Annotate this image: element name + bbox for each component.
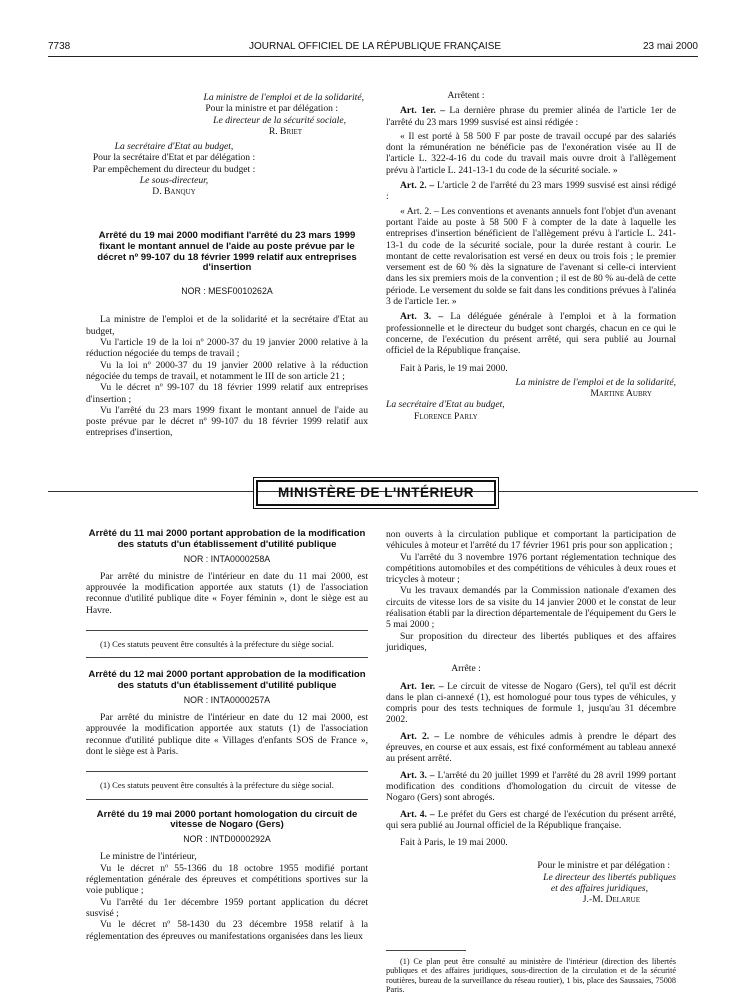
arrete1-title: Arrêté du 19 mai 2000 modifiant l'arrêté du 23 mars 1999 fixant le montant annuel de l'aide au poste prévue par le décret nº 99-107 du 18 février 1999 relatif aux entreprises d'insertion — [97, 230, 357, 274]
footnote-rule — [386, 950, 466, 951]
arrete2-note: (1) Ces statuts peuvent être consultés à la préfecture du siège social. — [100, 639, 334, 650]
arrete4-done: Fait à Paris, le 19 mai 2000. — [400, 837, 508, 849]
arrete4-p4-start: Vu le décret nº 58-1430 du 23 décembre 1958 relatif à la réglementation des épreuves ou manifestations organisées dans les lieux — [86, 919, 368, 942]
arrete4-sig-line1: Pour le ministre et par délégation : — [537, 860, 670, 872]
arrete2-separator — [86, 630, 368, 631]
ministry-heading: MINISTÈRE DE L'INTÉRIEUR — [256, 480, 496, 506]
arrete1-art1-label: Art. 1er. – — [400, 105, 446, 117]
arrete1-arretent: Arrêtent : — [447, 90, 485, 101]
arrete4-art2-label: Art. 2. – — [400, 730, 440, 742]
arrete2-nor: NOR : INTA0000258A — [183, 553, 271, 564]
arrete4-nor: NOR : INTD0000292A — [183, 834, 271, 845]
arrete1-sign2-title: La secrétaire d'Etat au budget, — [386, 399, 505, 411]
arrete4-p7: Sur proposition du directeur des libertés publiques et des affaires juridiques, — [386, 630, 676, 653]
arrete1-p3: Vu la loi nº 2000-37 du 19 janvier 2000 relative à la réduction négociée du temps de travail, et notamment le III de son article 21 ; — [86, 359, 368, 382]
arrete4-arrete: Arrête : — [451, 663, 481, 675]
arrete1-art2-quote: « Art. 2. – Les conventions et avenants annuels font l'objet d'un avenant portant l'aide au poste à 58 500 F à compter de la date à laquelle les entreprises d'insertion bénéficient de l'allègement prévu à l'article L. 241-13-1 du code de la sécurité sociale, pour la durée restant à courir. Le montant de cette revalorisation est versé en deux ou trois fois ; le premier versement est de 60 % dès la signature de l'avenant si celle-ci intervient dans les six premiers mois de la convention ; il est de 80 % au-delà de cette période. Le versement du solde se fait dans les conditions prévues à l'alinéa 3 de l'article 1er. » — [386, 205, 676, 308]
arrete3-note: (1) Ces statuts peuvent être consultés à la préfecture du siège social. — [100, 780, 334, 791]
arrete1-p5: Vu l'arrêté du 23 mars 1999 fixant le montant annuel de l'aide au poste prévue par le décret nº 99-107 du 18 février 1999 relatif aux entreprises d'insertion, — [86, 404, 368, 439]
sig2-line2: Pour la secrétaire d'Etat et par délégation : — [92, 152, 256, 164]
arrete4-sig-line2: Le directeur des libertés publiques — [543, 871, 676, 883]
arrete1-sign1-title: La ministre de l'emploi et de la solidarité, — [515, 376, 676, 388]
arrete3-nor: NOR : INTA0000257A — [183, 694, 271, 705]
arrete2-separator-bottom — [86, 657, 368, 658]
arrete1-right — [386, 90, 676, 422]
arrete1-sign1-name: Martine Aubry — [590, 388, 652, 400]
signature-block-top-2 — [74, 141, 274, 197]
arrete1-nor: NOR : MESF0010262A — [181, 286, 273, 297]
sig2-title: La secrétaire d'Etat au budget, — [114, 141, 234, 152]
arrete4-p3: Vu l'arrêté du 1er décembre 1959 portant application du décret susvisé ; — [86, 896, 368, 919]
arrete2-p1: Par arrêté du ministre de l'intérieur en date du 11 mai 2000, est approuvée la modification apportée aux statuts (1) de l'association reconnue d'utilité publique dite « Foyer féminin », dont le siège est au Havre. — [86, 570, 368, 616]
arrete1-p2: Vu l'article 19 de la loi nº 2000-37 du 19 janvier 2000 relative à la réduction négociée du temps de travail ; — [86, 337, 368, 360]
arrete4-p5: Vu l'arrêté du 3 novembre 1976 portant réglementation technique des compétitions automobiles et des compétitions de véhicules à deux roues et tricycles à moteur ; — [386, 551, 676, 586]
sig1-name: R. Briet — [268, 125, 302, 137]
interior-right-column — [386, 529, 676, 995]
arrete4-p4-end: non ouverts à la circulation publique et comportant la participation de véhicules à moteur et l'arrêté du 17 février 1961 pris pour son application ; — [386, 529, 676, 552]
header-date: 23 mai 2000 — [642, 41, 698, 52]
journal-title: JOURNAL OFFICIEL DE LA RÉPUBLIQUE FRANÇAISE — [248, 41, 502, 52]
page-number: 7738 — [48, 41, 71, 52]
arrete1-p1: La ministre de l'emploi et de la solidarité et la secrétaire d'Etat au budget, — [86, 314, 368, 337]
arrete4-p1: Le ministre de l'intérieur, — [100, 851, 197, 863]
arrete1-sign2-name: Florence Parly — [414, 410, 478, 422]
arrete4-p6: Vu les travaux demandés par la Commission nationale d'examen des circuits de vitesse lors de sa visite du 14 janvier 2000 et le constat de leur réalisation établi par la direction départementale de l'équipement du Gers le 5 mai 2000 ; — [386, 585, 676, 631]
arrete1-left — [86, 231, 368, 439]
arrete1-done: Fait à Paris, le 19 mai 2000. — [400, 362, 508, 374]
arrete4-art1: Le circuit de vitesse de Nogaro (Gers), tel qu'il est décrit dans le plan ci-annexé (1), est homologué pour tous types de véhicules, y compris pour des tests techniques de formule 1, jusqu'au 31 décembre 2002. — [386, 680, 676, 726]
header-rule — [48, 56, 698, 57]
arrete1-art1: La dernière phrase du premier alinéa de l'article 1er de l'arrêté du 23 mars 1999 susvisé est ainsi rédigée : — [386, 105, 676, 128]
arrete1-art2: L'article 2 de l'arrêté du 23 mars 1999 susvisé est ainsi rédigé : — [386, 180, 676, 203]
arrete3-separator — [86, 771, 368, 772]
arrete3-title: Arrêté du 12 mai 2000 portant approbation de la modification des statuts d'un établissement d'utilité publique — [88, 669, 366, 692]
arrete4-art3-label: Art. 3. – — [400, 769, 435, 781]
sig2-name: D. Banquy — [152, 186, 196, 198]
arrete3-separator-bottom — [86, 799, 368, 800]
arrete1-art3: La déléguée générale à l'emploi et à la formation professionnelle et le directeur du budget sont chargés, chacun en ce qui le concerne, de l'exécution du présent arrêté, qui sera publié au Journal officiel de la République française. — [386, 311, 676, 357]
arrete1-art1-quote: « Il est porté à 58 500 F par poste de travail occupé par des salariés dont la rémunération ne bénéficie pas de l'exonération visée au II de l'article L. 322-4-16 du code du travail mais ouvre droit à l'allègement prévu à l'article L. 241-13-1 du code de la sécurité sociale. » — [386, 130, 676, 176]
arrete4-art2: Le nombre de véhicules admis à prendre le départ des épreuves, en course et aux essais, est fixé conformément au tableau annexé au présent arrêté. — [386, 730, 676, 765]
signature-block-top-1 — [90, 92, 364, 137]
arrete4-sig-name: J.-M. Delarue — [582, 894, 640, 906]
arrete4-sig-line3: et des affaires juridiques, — [550, 883, 648, 895]
arrete4-art4: Le préfet du Gers est chargé de l'exécution du présent arrêté, qui sera publié au Journal officiel de la République française. — [386, 808, 676, 831]
interior-left-column — [86, 529, 368, 942]
arrete4-title: Arrêté du 19 mai 2000 portant homologation du circuit de vitesse de Nogaro (Gers) — [96, 808, 358, 831]
arrete4-art1-label: Art. 1er. – — [400, 680, 444, 692]
sig1-line3: Le directeur de la sécurité sociale, — [213, 114, 346, 126]
sig2-line4: Le sous-directeur, — [139, 174, 209, 186]
arrete4-footnote: (1) Ce plan peut être consulté au ministère de l'intérieur (direction des libertés publiques et des affaires juridiques, sous-direction de la circulation et de la sécurité routières, bureau de la surveillance du réseau routier), 1 bis, place des Saussaies, 75008 Paris. — [386, 956, 676, 995]
arrete4-art4-label: Art. 4. – — [400, 808, 435, 820]
sig2-line3: Par empêchement du directeur du budget : — [92, 163, 256, 175]
arrete4-art3: L'arrêté du 20 juillet 1999 et l'arrêté du 28 avril 1999 portant modification des conditions d'homologation du circuit de vitesse de Nogaro (Gers) sont abrogés. — [386, 769, 676, 804]
arrete1-art2-label: Art. 2. – — [400, 180, 435, 192]
sig1-title: La ministre de l'emploi et de la solidarité, — [203, 92, 364, 103]
arrete3-p1: Par arrêté du ministre de l'intérieur en date du 12 mai 2000, est approuvée la modification apportée aux statuts (1) de l'association reconnue d'utilité publique dite « Villages d'enfants SOS de France », dont le siège est à Paris. — [86, 712, 368, 758]
arrete1-p4: Vu le décret nº 99-107 du 18 février 1999 relatif aux entreprises d'insertion ; — [86, 382, 368, 405]
arrete1-art3-label: Art. 3. – — [400, 311, 444, 323]
arrete2-title: Arrêté du 11 mai 2000 portant approbation de la modification des statuts d'un établissement d'utilité publique — [88, 528, 366, 550]
sig1-line2: Pour la ministre et par délégation : — [205, 103, 338, 115]
arrete4-p2: Vu le décret nº 55-1366 du 18 octobre 1955 modifié portant réglementation générale des épreuves et compétitions sportives sur la voie publique ; — [86, 862, 368, 897]
